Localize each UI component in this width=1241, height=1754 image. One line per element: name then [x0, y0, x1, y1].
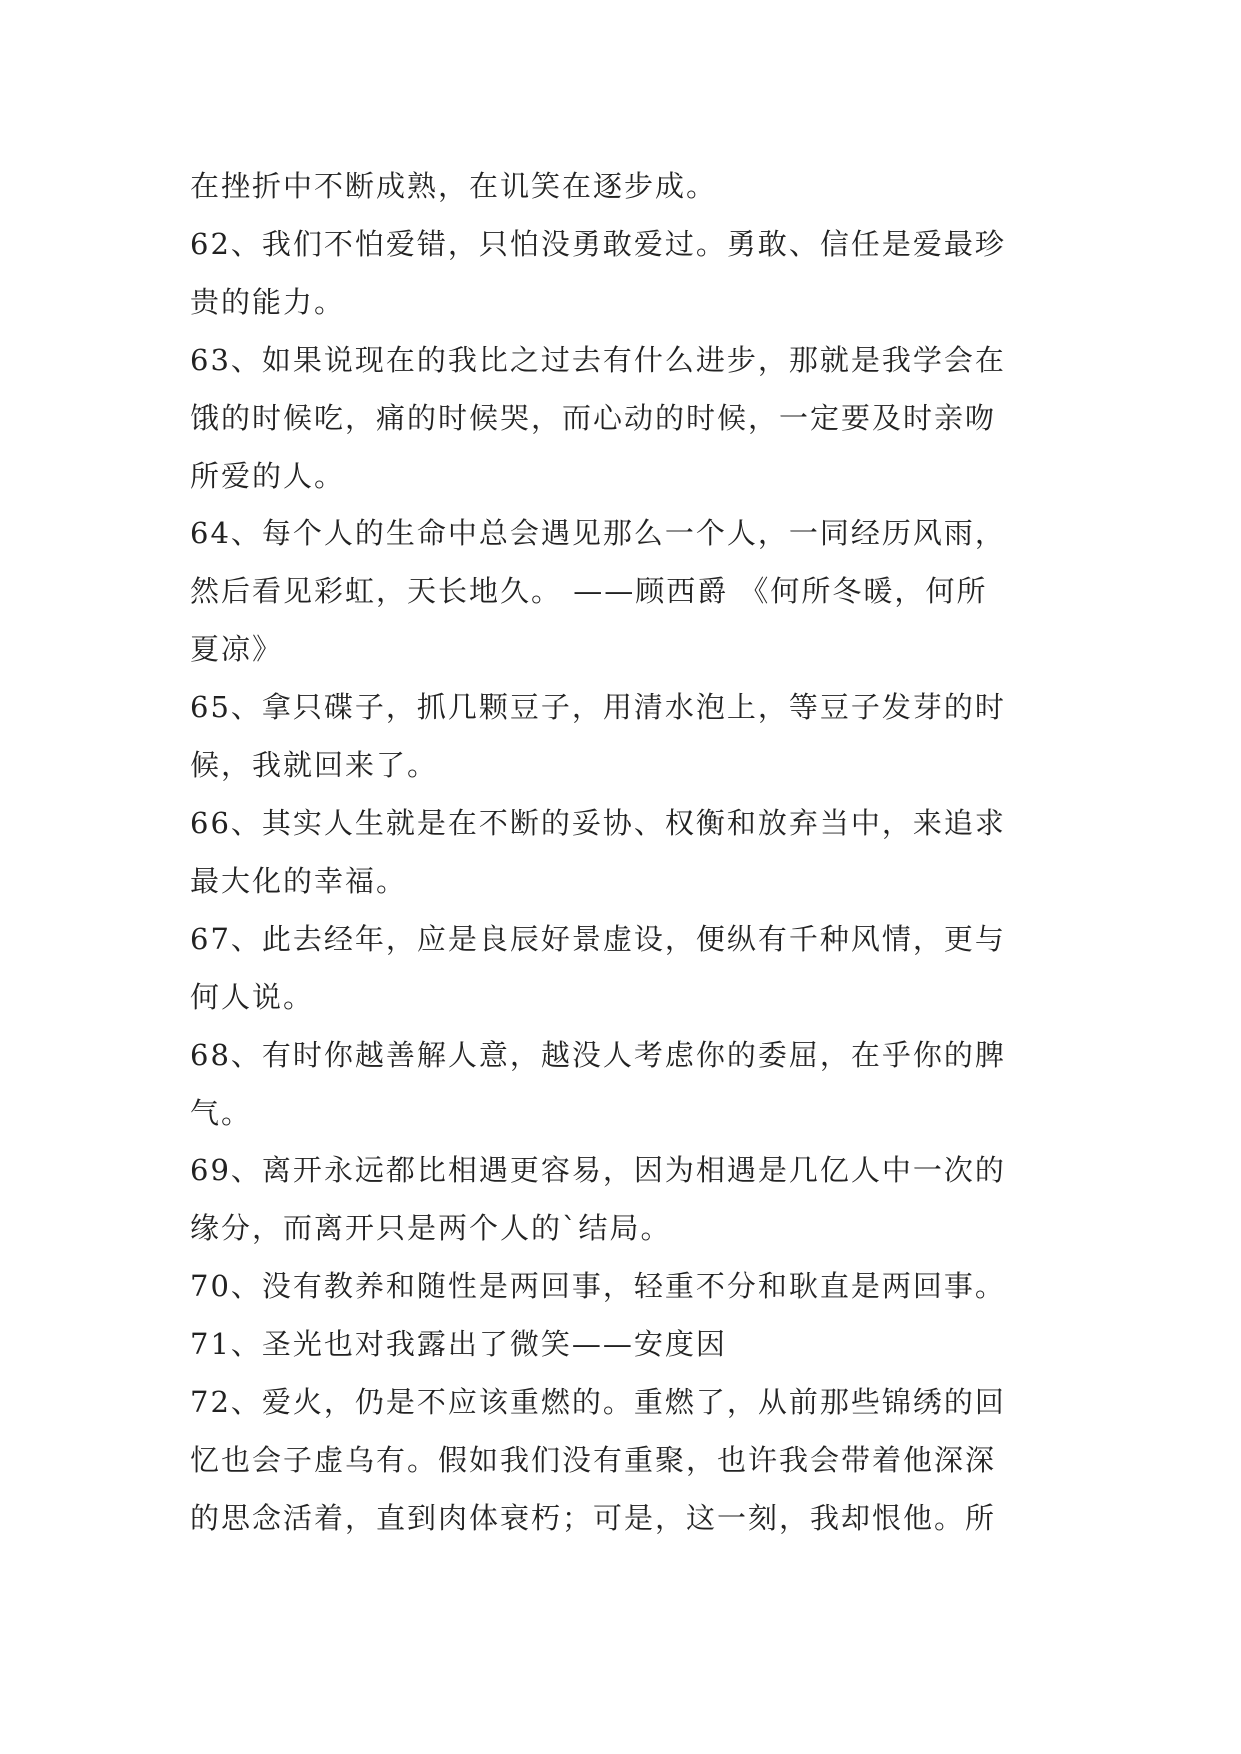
paragraph-62: 62、我们不怕爱错，只怕没勇敢爱过。勇敢、信任是爱最珍 贵的能力。 [190, 226, 1006, 319]
paragraph-71: 71、圣光也对我露出了微笑——安度因 [190, 1327, 727, 1362]
paragraph-69: 69、离开永远都比相遇更容易，因为相遇是几亿人中一次的 缘分，而离开只是两个人的`结局。 [190, 1153, 1006, 1246]
paragraph-70: 70、没有教养和随性是两回事，轻重不分和耿直是两回事。 [190, 1269, 1006, 1304]
paragraph-65: 65、拿只碟子，抓几颗豆子，用清水泡上，等豆子发芽的时 候，我就回来了。 [190, 690, 1006, 783]
paragraph-66: 66、其实人生就是在不断的妥协、权衡和放弃当中，来追求 最大化的幸福。 [190, 805, 1006, 898]
document-body [190, 158, 1070, 1548]
paragraph-67: 67、此去经年，应是良辰好景虚设，便纵有千种风情，更与 何人说。 [190, 921, 1006, 1014]
paragraph-68: 68、有时你越善解人意，越没人考虑你的委屈，在乎你的脾 气。 [190, 1037, 1006, 1130]
paragraph-63: 63、如果说现在的我比之过去有什么进步，那就是我学会在 饿的时候吃，痛的时候哭，而心动的时候，一定要及时亲吻 所爱的人。 [190, 342, 1006, 493]
paragraph-continuation: 在挫折中不断成熟，在讥笑在逐步成。 [190, 169, 718, 203]
paragraph-64: 64、每个人的生命中总会遇见那么一个人，一同经历风雨， 然后看见彩虹，天长地久。 ——顾西爵 《何所冬暖，何所 夏凉》 [190, 516, 1006, 667]
paragraph-72: 72、爱火，仍是不应该重燃的。重燃了，从前那些锦绣的回 忆也会子虚乌有。假如我们没有重聚，也许我会带着他深深 的思念活着，直到肉体衰朽；可是，这一刻，我却恨他。所 [190, 1385, 1006, 1535]
